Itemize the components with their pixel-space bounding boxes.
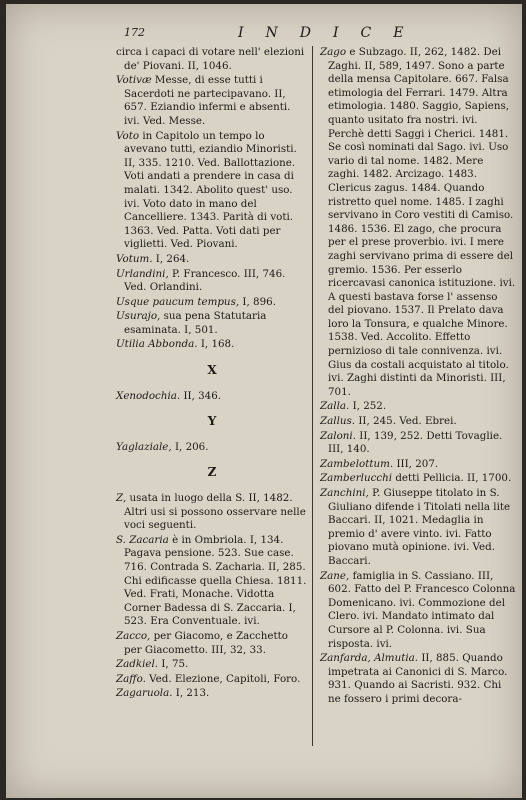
index-page — [6, 4, 522, 798]
index-entry — [116, 130, 308, 252]
entry-text: in Capitolo un tempo lo avevano tutti, eziandio Minoristi. II, 335. 1210. Ved. Ballottazione. Voti andati a prendere in casa di malati. 1342. Abolito quest' uso. ivi. Voto dato in mano del Cancelliere. 1343. Parità di voti. 1363. Ved. Patta. Voti dati per viglietti. Ved. Piovani. — [124, 129, 297, 251]
entry-headword: Zadkiel. — [116, 658, 159, 671]
entry-text: circa i capaci di votare nell' elezioni de' Piovani. II, 1046. — [116, 46, 305, 72]
entry-text: I, 252. — [352, 400, 387, 413]
entry-text: famiglia in S. Cassiano. III, 602. Fatto del P. Francesco Colonna Domenicano. ivi. Commozione del Clero. ivi. Mandato intimato dal Cursore al P. Colonna. ivi. Sua risposta. ivi. — [328, 569, 516, 650]
letter-heading-x: X — [207, 363, 217, 378]
entry-text: I, 168. — [200, 338, 235, 351]
entry-headword: Zamberlucchi — [320, 472, 393, 485]
entry-text: I, 213. — [175, 687, 210, 700]
index-entry — [116, 630, 308, 657]
index-entry — [320, 400, 516, 414]
entry-text: Messe, di esse tutti i Sacerdoti ne partecipavano. II, 657. Eziandio infermi e absenti. ivi. Ved. Messe. — [124, 74, 291, 127]
index-entry — [116, 296, 308, 310]
letter-heading-y: Y — [207, 414, 217, 429]
entry-text: I, 264. — [155, 252, 190, 265]
entry-headword: Utilia Abbonda. — [116, 338, 198, 351]
entry-text: II, 346. — [183, 389, 222, 402]
entry-headword: Zanfarda, Almutia. — [320, 652, 419, 665]
entry-text: e Subzago. II, 262, 1482. Dei Zaghi. II, 589, 1497. Sono a parte della mensa Capitolare. 667. Falsa etimologia del Ferrari. 1479. Altra etimologia. 1480. Saggio, Sapiens, quanto usitato fra nostri. ivi. Perchè detti Saggi i Cherici. 1481. Se così nominati dal Sago. ivi. Uso vario di tal nome. 1482. Mere zaghi. 1482. Arcizago. 1483. Clericus zagus. 1484. Quando ristretto quel nome. 1485. I zaghi servivano in Coro vestiti di Camiso. 1486. 1536. El zago, che procura per el prese proverbio. ivi. I mere zaghi servivano prima di essere del gremio. 1536. Per esserlo ricercavasi canonica istituzione. ivi. A questi bastava forse l' assenso del piovano. 1537. Il Prelato dava loro la Tonsura, e qualche Minore. 1538. Ved. Accolito. Effetto pernizioso di tale connivenza. ivi. Gius da costali acquistato al titolo. ivi. Zaghi distinti da Minoristi. III, 701. — [328, 46, 516, 398]
entry-text: II, 139, 252. Detti Tovaglie. III, 140. — [328, 429, 503, 456]
entry-headword: Xenodochia. — [116, 389, 181, 402]
entry-headword: Votum. — [116, 252, 153, 265]
index-entry — [116, 338, 308, 352]
x-entries — [116, 390, 308, 404]
index-entry — [116, 534, 308, 629]
entry-headword: Voto — [116, 129, 140, 142]
index-entry — [116, 390, 308, 404]
entry-headword: Zagaruola. — [116, 687, 173, 700]
entry-headword: Zalla. — [320, 400, 350, 413]
entry-headword: Yaglaziale, — [116, 440, 172, 453]
entry-headword: Zacco, — [116, 629, 151, 642]
z-left-entries — [116, 492, 308, 701]
entry-headword: Usque paucum tempus, — [116, 295, 240, 308]
entry-headword: Zaffo. — [116, 672, 146, 685]
index-entry — [116, 46, 308, 73]
entry-text: I, 206. — [174, 440, 209, 453]
entry-headword: Zago — [320, 46, 347, 58]
entry-headword: Zallus. — [320, 415, 356, 428]
entry-text: detti Pellicia. II, 1700. — [395, 472, 512, 485]
entry-headword: Zane, — [320, 569, 350, 582]
left-column — [116, 46, 308, 701]
index-entry — [320, 458, 516, 472]
entry-text: P. Francesco. III, 746. Ved. Orlandini. — [124, 267, 286, 294]
column-divider — [312, 46, 313, 746]
index-entry — [116, 492, 308, 533]
entry-headword: S. Zacaria — [116, 533, 169, 546]
entry-headword: Urlandini, — [116, 267, 169, 280]
index-entry — [116, 268, 308, 295]
entry-headword: Zaloni. — [320, 429, 356, 442]
index-entry — [320, 570, 516, 652]
index-entry — [116, 74, 308, 128]
entry-text: I, 896. — [242, 295, 276, 308]
index-entry — [116, 310, 308, 337]
index-entry — [116, 441, 308, 455]
right-column — [320, 46, 516, 707]
entry-headword: Zambelottum. — [320, 457, 394, 470]
index-entry — [320, 487, 516, 569]
index-entry — [320, 472, 516, 486]
index-entry — [320, 46, 516, 399]
entry-text: usata in luogo della S. II, 1482. Altri usi si possono osservare nelle voci seguenti. — [124, 492, 306, 532]
index-entry — [320, 652, 516, 706]
left-entries — [116, 46, 308, 352]
y-entries — [116, 441, 308, 455]
index-entry — [320, 430, 516, 457]
page-header — [6, 26, 522, 44]
entry-text: I, 75. — [161, 658, 189, 671]
entry-text: P. Giuseppe titolato in S. Giuliano difende i Titolati nella lite Baccari. II, 1021. Medaglia in premio d' avere vinto. ivi. Fatto piovano mutà opinione. ivi. Ved. Baccari. — [328, 487, 511, 567]
index-entry — [116, 687, 308, 701]
entry-text: sua pena Statutaria esaminata. I, 501. — [124, 310, 267, 336]
index-entry — [116, 658, 308, 672]
index-entry — [116, 673, 308, 687]
entry-text: per Giacomo, e Zacchetto per Giacometto. III, 32, 33. — [124, 629, 289, 656]
entry-text: II, 885. Quando impetrata ai Canonici di S. Marco. 931. Quando ai Sacristi. 932. Chi ne fossero i primi decora- — [328, 652, 508, 705]
entry-text: III, 207. — [396, 457, 439, 470]
entry-text: II, 245. Ved. Ebrei. — [358, 415, 457, 428]
letter-heading-z: Z — [207, 465, 217, 480]
entry-headword: Z, — [116, 492, 127, 505]
entry-text: Ved. Elezione, Capitoli, Foro. — [149, 672, 301, 685]
entry-headword: Usurajo, — [116, 310, 161, 323]
page-title: INDICE — [238, 25, 426, 41]
page-number: 172 — [124, 26, 145, 39]
index-entry — [116, 253, 308, 267]
entry-headword: Votivæ — [116, 74, 152, 87]
right-entries — [320, 46, 516, 707]
entry-text: è in Ombriola. I, 134. Pagava pensione. 523. Sue case. 716. Contrada S. Zacharia. II, 285. Chi edificasse quella Chiesa. 1811. Ved. Frati, Monache. Vidotta Corner Badessa di S. Zaccaria. I, 523. Era Conventuale. ivi. — [124, 533, 307, 628]
index-entry — [320, 415, 516, 429]
entry-headword: Zanchini, — [320, 487, 369, 499]
